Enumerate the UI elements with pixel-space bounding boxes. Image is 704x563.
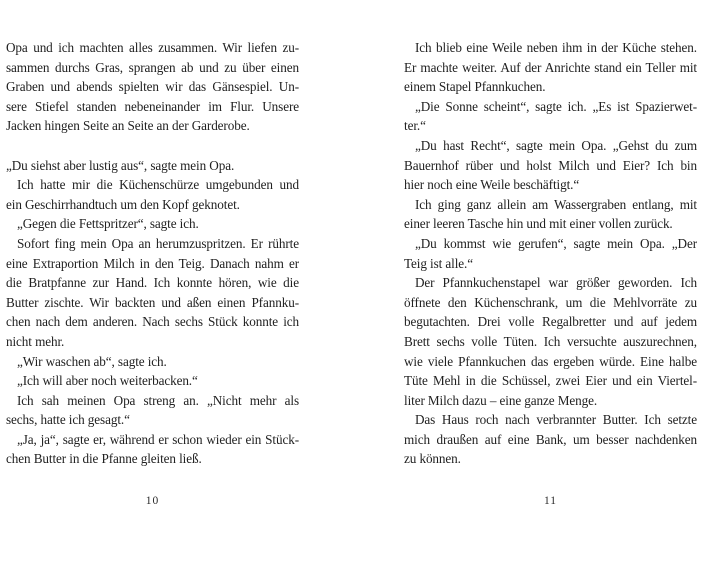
text-line: „Die Sonne scheint“, sagte ich. „Es ist Spazierwet- (415, 98, 697, 114)
text-line: chen Butter in die Pfanne gleiten ließ. (6, 451, 202, 467)
text-line: Graben und abends spielten wir das Gänsespiel. Un- (6, 79, 299, 95)
text-line: Butter zischte. Wir backten und aßen einen Pfannku- (6, 294, 299, 310)
text-line: wie viele Pfannkuchen das ergeben würde. Eine halbe (404, 353, 697, 369)
text-line: Ich blieb eine Weile neben ihm in der Küche stehen. (415, 40, 697, 55)
text-line: ein Geschirrhandtuch um den Kopf geknotet. (6, 196, 240, 212)
paragraph (404, 234, 697, 273)
text-line: Er machte weiter. Auf der Anrichte stand ein Teller mit (404, 59, 697, 75)
paragraph (6, 156, 299, 176)
text-line: „Du siehst aber lustig aus“, sagte mein Opa. (6, 157, 235, 173)
paragraph (404, 410, 697, 469)
text-line: die Bratpfanne zur Hand. Ich konnte hören, wie die (6, 275, 299, 291)
text-line: „Ich will aber noch weiterbacken.“ (17, 373, 198, 389)
text-line: sechs, hatte ich gesagt.“ (6, 412, 130, 428)
paragraph (6, 430, 299, 469)
paragraph (6, 352, 299, 372)
left-page-text-column (6, 38, 299, 469)
text-line: sere Stiefel standen nebeneinander im Flur. Unsere (6, 98, 299, 114)
text-line: „Gegen die Fettspritzer“, sagte ich. (17, 216, 199, 232)
paragraph (6, 391, 299, 430)
text-line: zu können. (404, 451, 461, 467)
paragraph (6, 38, 299, 136)
paragraph (6, 175, 299, 214)
right-page-text-column (404, 38, 697, 469)
text-line: Ich sah meinen Opa streng an. „Nicht mehr als (17, 392, 299, 408)
text-line: chen nach dem anderen. Nach sechs Stück konnte ich (6, 314, 299, 330)
text-line: hier noch eine Weile beschäftigt.“ (404, 177, 580, 193)
text-line: begutachten. Drei volle Regalbretter und auf jedem (404, 314, 697, 330)
right-page-number: 11 (543, 495, 558, 507)
text-line: Ich ging ganz allein am Wassergraben entlang, mit (415, 196, 697, 212)
text-line: Bauernhof rüber und holst Milch und Eier? Ich bin (404, 157, 697, 173)
text-line: „Wir waschen ab“, sagte ich. (17, 353, 167, 369)
text-line: eine Extraportion Milch in den Teig. Danach nahm er (6, 255, 299, 271)
text-line: einer leeren Tasche hin und mit einer vollen zurück. (404, 216, 673, 232)
text-line: „Ja, ja“, sagte er, während er schon wieder ein Stück- (17, 431, 299, 447)
paragraph (404, 38, 697, 97)
text-line: Jacken hingen Seite an Seite an der Garderobe. (6, 118, 250, 134)
text-line: Ich hatte mir die Küchenschürze umgebunden und (17, 177, 299, 193)
text-line: Sofort fing mein Opa an herumzuspritzen. Er rührte (17, 235, 299, 251)
paragraph (404, 195, 697, 234)
paragraph (404, 97, 697, 136)
paragraph (6, 214, 299, 234)
text-line: Tüte Mehl in die Schüssel, zwei Eier und ein Viertel- (404, 373, 697, 389)
left-page-number: 10 (145, 495, 160, 507)
text-line: einem Stapel Pfannkuchen. (404, 79, 546, 95)
paragraph (404, 136, 697, 195)
text-line: Das Haus roch nach verbrannter Butter. Ich setzte (415, 412, 697, 428)
text-line: liter Milch dazu – eine ganze Menge. (404, 392, 598, 408)
paragraph (6, 371, 299, 391)
text-line: Brett sechs volle Tüten. Ich versuchte auszurechnen, (404, 333, 697, 349)
text-line: ter.“ (404, 118, 426, 134)
text-line: Der Pfannkuchenstapel war größer geworden. Ich (415, 275, 697, 291)
text-line: sammen durchs Gras, sprangen ab und zu über einen (6, 59, 299, 75)
text-line: „Du kommst wie gerufen“, sagte mein Opa. „Der (415, 235, 697, 251)
paragraph (6, 234, 299, 352)
text-line: Opa und ich machten alles zusammen. Wir liefen zu- (6, 40, 299, 55)
scene-break (6, 136, 299, 156)
text-line: öffnete den Küchenschrank, um die Mehlvorräte zu (404, 294, 697, 310)
paragraph (404, 273, 697, 410)
text-line: „Du hast Recht“, sagte mein Opa. „Gehst du zum (415, 137, 697, 153)
text-line: nicht mehr. (6, 333, 65, 349)
text-line: Teig ist alle.“ (404, 255, 473, 271)
text-line: mich draußen auf eine Bank, um besser nachdenken (404, 431, 697, 447)
